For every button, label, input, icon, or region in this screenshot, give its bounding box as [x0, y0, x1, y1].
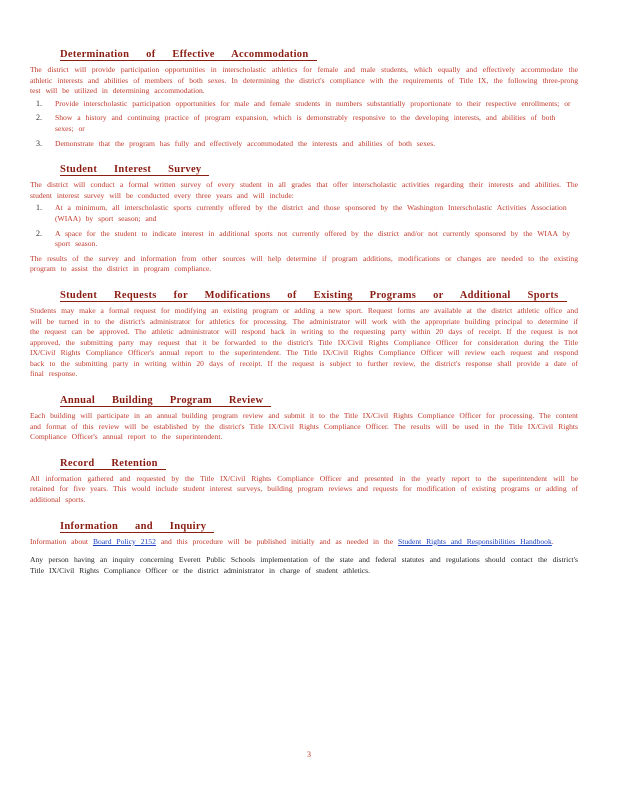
- list-number: 2.: [36, 228, 42, 238]
- paragraph-inquiry-contact: Any person having an inquiry concerning Everett Public Schools implementation of the state and federal statutes and regulations should contact the district's Title IX/Civil Rights Compliance Officer or the district administrator in charge of student athletics.: [30, 555, 578, 575]
- section-heading-requests: Student Requests for Modifications of Existing Programs or Additional Sports: [60, 290, 567, 302]
- list-number: 1.: [36, 203, 42, 213]
- section-heading-retention: Record Retention: [60, 458, 166, 470]
- list-item: 2. A space for the student to indicate interest in additional sports not currently offered by the district and/or not currently sponsored by the WIAA by sport season.: [36, 228, 571, 249]
- list-item: 3. Demonstrate that the program has fully and effectively accommodated the interests and abilities of both sexes.: [36, 138, 436, 148]
- accommodation-list: [30, 99, 578, 149]
- list-number: 2.: [36, 113, 42, 123]
- paragraph-accommodation-intro: The district will provide participation opportunities in interscholastic athletics for female and male students, which equally and effectively accommodate the athletic interests and abilities of members of both sexes. In determining the district's compliance with the requirements of Title IX, the following three-prong test will be utilized in determining accommodation.: [30, 65, 578, 96]
- paragraph-survey-closing: The results of the survey and information from other sources will help determine if program additions, modifications or changes are needed to the existing program to assist the district in program compliance.: [30, 253, 578, 274]
- page-number: 3: [307, 750, 311, 759]
- list-item: 2. Show a history and continuing practice of program expansion, which is demonstrably responsive to the developing interests, and abilities of both sexes; or: [36, 113, 556, 133]
- section-heading-survey: Student Interest Survey: [60, 164, 209, 176]
- list-item: 1. At a minimum, all interscholastic sports currently offered by the district and those sponsored by the Washington Interscholastic Activities Association (WIAA) by sport season; and: [36, 203, 567, 223]
- document-page: [30, 44, 578, 578]
- paragraph-inquiry-publication: Information about Board Policy 2152 and this procedure will be published initially and as needed in the Student Rights and Responsibilities Handbook.: [30, 536, 554, 546]
- board-policy-link[interactable]: Board Policy 2152: [92, 536, 156, 546]
- list-number: 3.: [36, 138, 42, 148]
- list-item: 1. Provide interscholastic participation opportunities for male and female students in numbers substantially proportionate to their respective enrollments; or: [36, 98, 571, 108]
- paragraph-requests: Students may make a formal request for modifying an existing program or adding a new sport. Request forms are available at the district athletic office and will be turned in to the district's administrator for athletics for processing. The administrator will work with the appropriate building principal to determine if the request can be approved. The athletic administrator will respond back in writing to the requesting party within 20 days of receipt. If the request is not approved, the submitting party may request that it be forwarded to the district's Title IX/Civil Rights Compliance Officer for consideration during the Title IX/Civil Rights Compliance Officer's annual report to the superintendent. The Title IX/Civil Rights Compliance Officer will review each request and respond back to the submitting party in writing within 20 days of receipt. If the request is subject to further review, the district's response shall provide a date of final response.: [30, 305, 578, 379]
- list-number: 1.: [36, 98, 42, 108]
- paragraph-retention: All information gathered and requested by the Title IX/Civil Rights Compliance Officer and presented in the yearly report to the superintendent will be retained for five years. This would include student interest surveys, building program reviews and requests for modification of existing programs or adding of additional sports.: [30, 473, 578, 505]
- paragraph-review: Each building will participate in an annual building program review and submit it to the Title IX/Civil Rights Compliance Officer for processing. The content and format of this review will be established by the district's Title IX/Civil Rights Compliance Officer. The results will be used in the Title IX/Civil Rights Compliance Officer's annual report to the superintendent.: [30, 411, 578, 442]
- section-heading-inquiry: Information and Inquiry: [60, 521, 214, 533]
- paragraph-survey-intro: The district will conduct a formal written survey of every student in all grades that offer interscholastic activities regarding their interests and abilities. The student interest survey will be conducted every three years and will include:: [30, 180, 578, 200]
- survey-list: [30, 203, 578, 249]
- student-handbook-link[interactable]: Student Rights and Responsibilities Handbook: [398, 536, 552, 546]
- section-heading-accommodation: Determination of Effective Accommodation: [60, 49, 317, 61]
- section-heading-review: Annual Building Program Review: [60, 395, 271, 407]
